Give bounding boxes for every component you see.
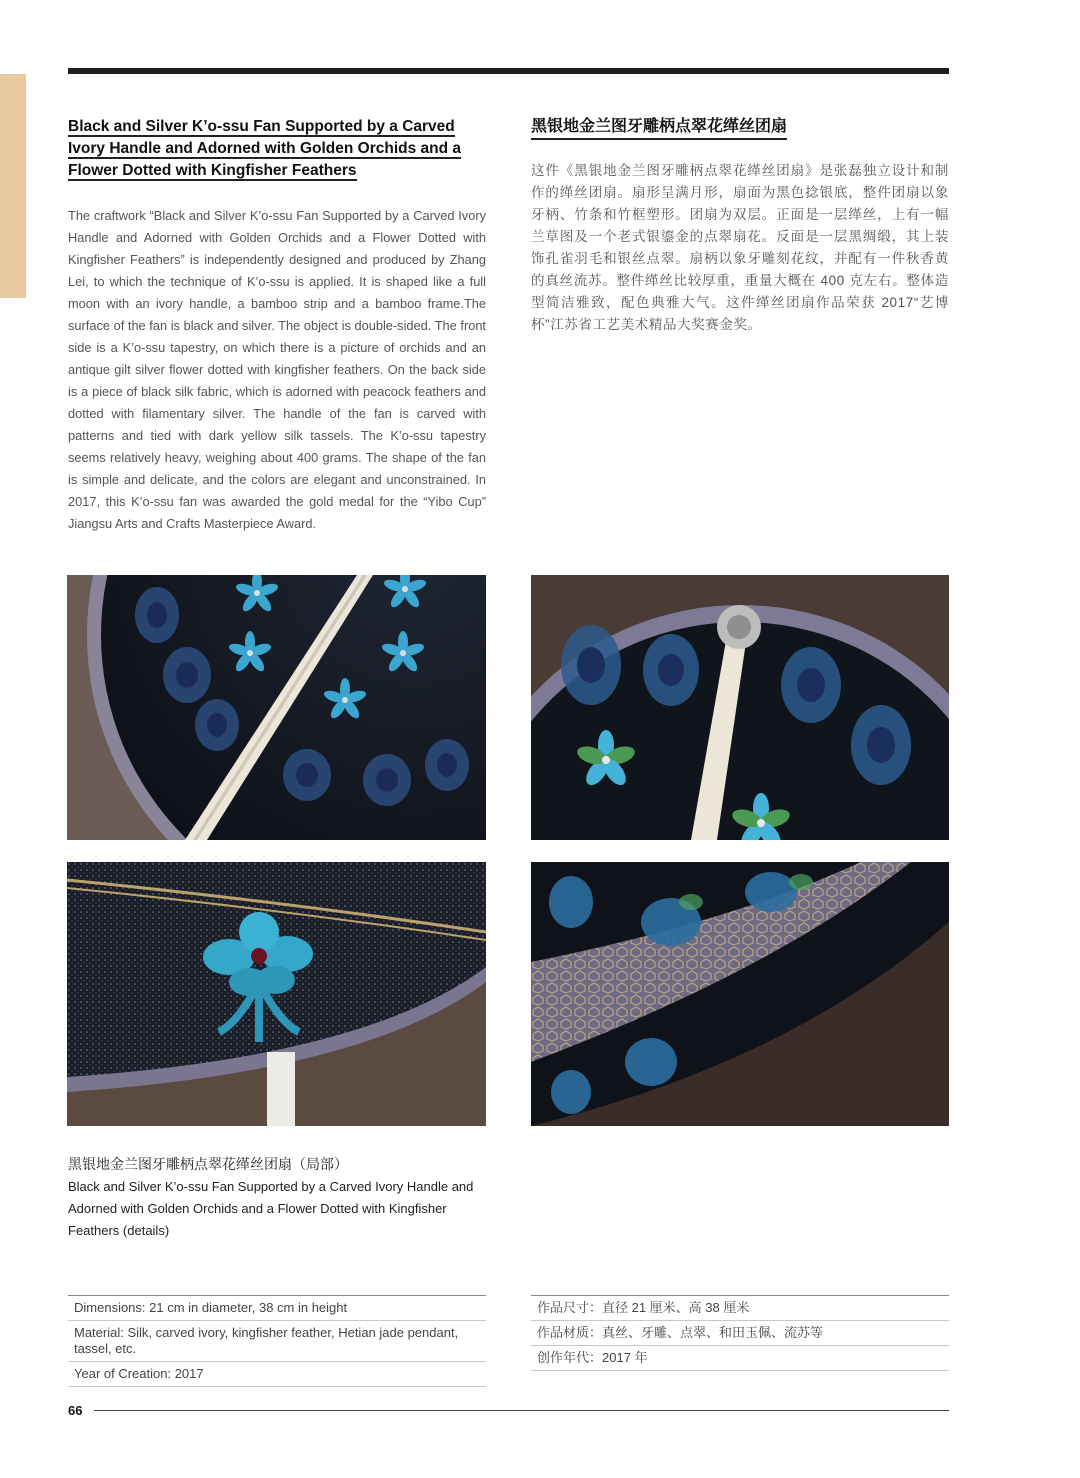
- photo-fan-back-peacock: [531, 575, 949, 840]
- photo-caption-en: Black and Silver K’o-ssu Fan Supported by a Carved Ivory Handle and Adorned with Golden Orchids and a Flower Dotted with Kingfisher Feathers (details): [68, 1179, 474, 1238]
- top-rule: [68, 68, 949, 74]
- article-title-en: [68, 116, 488, 182]
- photo-caption-cn: 黑银地金兰图牙雕柄点翠花缂丝团扇（局部）: [68, 1156, 348, 1172]
- article-body-cn: 这件《黑银地金兰图牙雕柄点翠花缂丝团扇》是张磊独立设计和制作的缂丝团扇。扇形呈满月形，扇面为黑色捻银底，整件团扇以象牙柄、竹条和竹框塑形。团扇为双层。正面是一层缂丝，上有一幅兰草图及一个老式银鎏金的点翠扇花。反面是一层黑绸缎，其上装饰孔雀羽毛和银丝点翠。扇柄以象牙雕刻花纹，并配有一件秋香黄的真丝流苏。整件缂丝比较厚重，重量大概在 400 克左右。整体造型简洁雅致，配色典雅大气。这件缂丝团扇作品荣获 2017“艺博杯”江苏省工艺美术精品大奖赛金奖。: [531, 163, 949, 332]
- chapter-side-tab: [0, 74, 26, 298]
- page-number: 66: [68, 1403, 83, 1418]
- spec-en-material: Material: Silk, carved ivory, kingfisher feather, Hetian jade pendant, tassel, etc.: [68, 1321, 486, 1362]
- photo-brocade-rim: [531, 862, 949, 1126]
- title-en-line-3: Flower Dotted with Kingfisher Feathers: [68, 162, 357, 179]
- title-en-line-1: Black and Silver K’o-ssu Fan Supported by a Carved: [68, 118, 455, 135]
- photo-kingfisher-ornament: [67, 862, 486, 1126]
- spec-table-en: [68, 1295, 486, 1387]
- spec-en-dimensions: Dimensions: 21 cm in diameter, 38 cm in height: [68, 1295, 486, 1321]
- article-title-cn: 黑银地金兰图牙雕柄点翠花缂丝团扇: [531, 116, 787, 140]
- spec-en-year: Year of Creation: 2017: [68, 1362, 486, 1387]
- photo-fan-front-flowers: [67, 575, 486, 840]
- title-en-line-2: Ivory Handle and Adorned with Golden Orchids and a: [68, 140, 462, 157]
- spec-table-cn: [531, 1295, 949, 1371]
- bottom-rule: [94, 1410, 949, 1411]
- spec-cn-material: 作品材质：真丝、牙雕、点翠、和田玉佩、流苏等: [531, 1321, 949, 1346]
- spec-cn-dimensions: 作品尺寸：直径 21 厘米、高 38 厘米: [531, 1295, 949, 1321]
- article-body-en: The craftwork “Black and Silver K’o-ssu Fan Supported by a Carved Ivory Handle and Adorned with Golden Orchids and a Flower Dotted with Kingfisher Feathers” is independently designed and produced by Zhang Lei, to which the technique of K’o-ssu is applied. It is shaped like a full moon with an ivory handle, a bamboo strip and a bamboo frame.The surface of the fan is black and silver. The object is double-sided. The front side is a K’o-ssu tapestry, on which there is a picture of orchids and an antique gilt silver flower dotted with kingfisher feathers. On the back side is a piece of black silk fabric, which is adorned with peacock feathers and dotted with filamentary silver. The handle of the fan is carved with patterns and tied with dark yellow silk tassels. The K’o-ssu tapestry seems relatively heavy, weighing about 400 grams. The shape of the fan is simple and delicate, and the colors are elegant and unconstrained. In 2017, this K’o-ssu fan was awarded the gold medal for the “Yibo Cup” Jiangsu Arts and Crafts Masterpiece Award.: [68, 208, 486, 531]
- spec-cn-year: 创作年代：2017 年: [531, 1346, 949, 1371]
